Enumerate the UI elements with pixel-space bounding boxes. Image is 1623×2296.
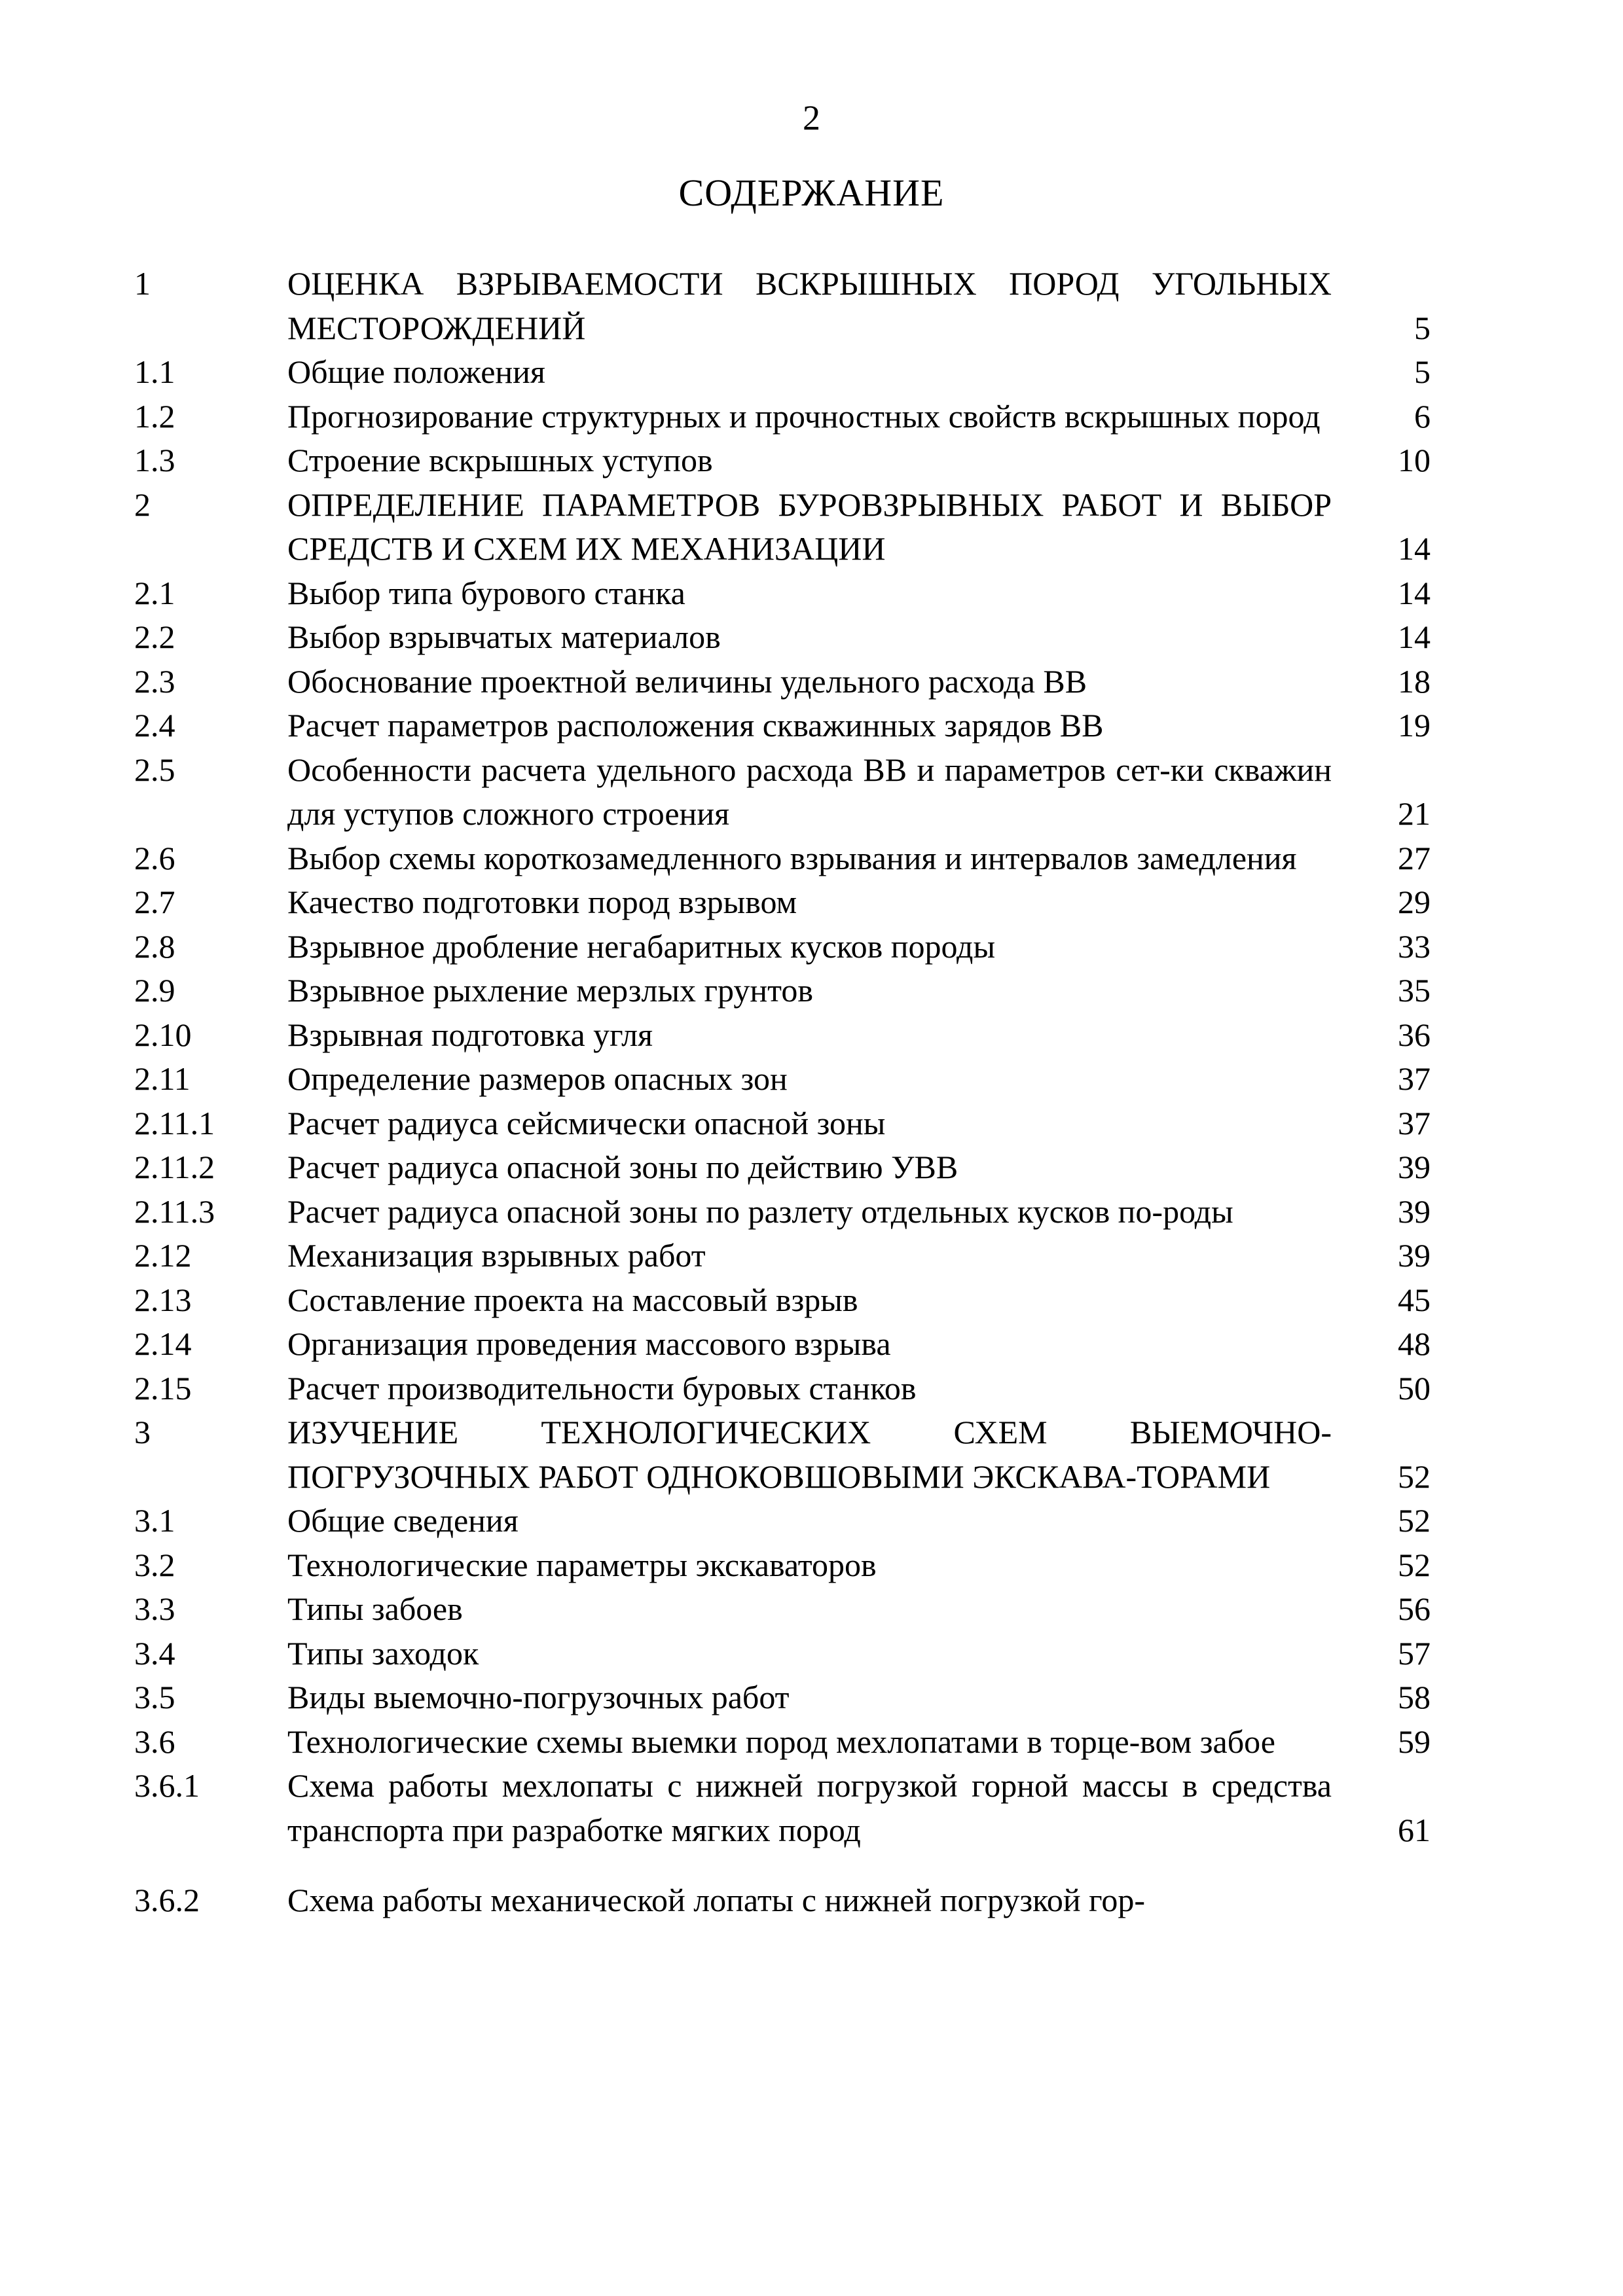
toc-entry-page: 52 [1398,1546,1431,1583]
toc-entry-number: 2.3 [134,662,175,700]
toc-entry-page: 21 [1398,795,1431,832]
toc-entry-number: 3 [134,1414,151,1450]
toc-entry-number: 2.11.3 [134,1193,215,1230]
toc-entry-3-1 [134,1499,1431,1543]
toc-entry-title: Расчет производительности буровых станков [287,1369,917,1407]
toc-entry-page: 14 [1398,619,1431,655]
toc-entry-2-2 [134,615,1431,660]
toc-entry-1-3 [134,439,1431,483]
toc-entry-page: 36 [1398,1016,1431,1053]
toc-entry-title: Взрывная подготовка угля [287,1016,653,1053]
toc-entry-title: ОПРЕДЕЛЕНИЕ ПАРАМЕТРОВ БУРОВЗРЫВНЫХ РАБОТ И ВЫБОР СРЕДСТВ И СХЕМ ИХ МЕХАНИЗАЦИИ [287,486,1332,567]
toc-entry-page: 5 [1414,309,1431,346]
toc-entry-title: Расчет параметров расположения скважинных зарядов ВВ [287,707,1104,744]
toc-entry-title: Расчет радиуса опасной зоны по разлету отдельных кусков по-роды [287,1193,1233,1230]
toc-entry-title: Определение размеров опасных зон [287,1060,788,1097]
toc-entry-2-13 [134,1278,1431,1323]
toc-entry-title: Технологические схемы выемки пород мехлопатами в торце-вом забое [287,1723,1275,1760]
toc-entry-2-4 [134,704,1431,748]
toc-entry-title: Выбор схемы короткозамедленного взрывания и интервалов замедления [287,839,1297,876]
toc-entry-number: 2.1 [134,574,175,611]
toc-entry-3-5 [134,1676,1431,1720]
toc-entry-page: 35 [1398,972,1431,1009]
toc-entry-1-1 [134,350,1431,395]
toc-entry-page: 10 [1398,442,1431,478]
toc-entry-page: 57 [1398,1634,1431,1672]
toc-entry-page: 5 [1414,353,1431,390]
toc-entry-number: 2.4 [134,707,175,744]
toc-entry-3-6-2 [134,1878,1431,1923]
toc-entry-page: 56 [1398,1590,1431,1627]
toc-entry-number: 2.11.2 [134,1149,215,1185]
toc-entry-number: 2.2 [134,619,175,655]
toc-entry-2-15 [134,1367,1431,1411]
toc-heading: СОДЕРЖАНИЕ [678,171,945,214]
toc-entry-page: 37 [1398,1060,1431,1097]
toc-entry-number: 2.13 [134,1281,192,1318]
toc-entry-title: Схема работы механической лопаты с нижней погрузкой гор- [287,1882,1146,1918]
toc-entry-2-11 [134,1057,1431,1102]
toc-entry-2-11-1 [134,1102,1431,1146]
toc-entry-3 [134,1410,1431,1499]
toc-entry-1 [134,262,1431,350]
toc-entry-title: Прогнозирование структурных и прочностных свойств вскрышных пород [287,397,1321,435]
toc-entry-2-12 [134,1234,1431,1278]
toc-entry-page: 48 [1398,1325,1431,1362]
toc-entry-page: 14 [1398,530,1431,567]
toc-entry-title: Составление проекта на массовый взрыв [287,1281,858,1318]
toc-entry-number: 3.6 [134,1723,175,1760]
toc-entry-1-2 [134,395,1431,439]
toc-entry-number: 3.1 [134,1502,175,1539]
toc-entry-2-9 [134,969,1431,1013]
toc-entry-number: 1.3 [134,442,175,478]
toc-entry-2-11-3 [134,1190,1431,1234]
toc-entry-number: 2.5 [134,751,175,788]
toc-entry-2-14 [134,1322,1431,1367]
toc-entry-3-2 [134,1543,1431,1588]
toc-entry-title: Качество подготовки пород взрывом [287,884,797,920]
toc-entry-number: 3.6.2 [134,1882,200,1918]
toc-entry-title: ИЗУЧЕНИЕ ТЕХНОЛОГИЧЕСКИХ СХЕМ ВЫЕМОЧНО-ПОГРУЗОЧНЫХ РАБОТ ОДНОКОВШОВЫМИ ЭКСКАВА-ТОРАМИ [287,1414,1332,1495]
toc-entry-title: Технологические параметры экскаваторов [287,1546,877,1583]
toc-entry-title: Типы заходок [287,1634,479,1672]
toc-entry-title: Особенности расчета удельного расхода ВВ и параметров сет-ки скважин для уступов сложного строения [287,751,1332,832]
toc-entry-page: 37 [1398,1104,1431,1141]
toc-entry-number: 2.6 [134,839,175,876]
toc-entry-number: 1.1 [134,353,175,390]
toc-entry-page: 39 [1398,1237,1431,1274]
toc-entry-page: 39 [1398,1149,1431,1185]
toc-entry-2 [134,483,1431,571]
toc-entry-number: 2 [134,486,151,523]
toc-entry-page: 52 [1398,1502,1431,1539]
toc-entry-number: 2.8 [134,927,175,965]
toc-entry-2-8 [134,925,1431,969]
toc-entry-number: 3.6.1 [134,1767,200,1804]
toc-entry-title: Общие сведения [287,1502,519,1539]
toc-entry-2-7 [134,880,1431,925]
toc-entry-page: 6 [1414,397,1431,435]
toc-entry-title: Схема работы мехлопаты с нижней погрузкой горной массы в средства транспорта при разработке мягких пород [287,1767,1332,1848]
toc-entry-title: Выбор типа бурового станка [287,574,685,611]
toc-entry-title: Типы забоев [287,1590,463,1627]
toc-entry-page: 52 [1398,1458,1431,1495]
toc-entry-page: 29 [1398,884,1431,920]
toc-entry-2-3 [134,660,1431,704]
toc-entry-number: 3.2 [134,1546,175,1583]
toc-entry-number: 3.3 [134,1590,175,1627]
toc-entry-2-6 [134,836,1431,881]
toc-entry-number: 1 [134,265,151,302]
toc-entry-2-1 [134,571,1431,616]
toc-entry-3-4 [134,1632,1431,1676]
toc-entry-title: Строение вскрышных уступов [287,442,713,478]
toc-entry-title: Организация проведения массового взрыва [287,1325,891,1362]
toc-entry-page: 45 [1398,1281,1431,1318]
toc-entry-page: 61 [1398,1811,1431,1848]
toc-entry-title: Взрывное дробление негабаритных кусков породы [287,927,996,965]
toc-entry-number: 2.12 [134,1237,192,1274]
toc-entry-number: 2.10 [134,1016,192,1053]
toc-entry-2-11-2 [134,1145,1431,1190]
toc-entry-number: 2.9 [134,972,175,1009]
toc-entry-page: 19 [1398,707,1431,744]
toc-entry-title: Виды выемочно-погрузочных работ [287,1679,790,1715]
toc-entry-2-10 [134,1013,1431,1058]
toc-entry-number: 2.11.1 [134,1104,215,1141]
toc-entry-page: 58 [1398,1679,1431,1715]
toc-entry-number: 1.2 [134,397,175,435]
toc-entry-title: Расчет радиуса сейсмически опасной зоны [287,1104,886,1141]
toc-entry-page: 59 [1398,1723,1431,1760]
toc-entry-page: 18 [1398,662,1431,700]
toc-entry-number: 3.5 [134,1679,175,1715]
toc-entry-3-6 [134,1720,1431,1765]
toc-entry-title: Обоснование проектной величины удельного расхода ВВ [287,662,1087,700]
toc-entry-number: 2.14 [134,1325,192,1362]
toc-entry-number: 2.11 [134,1060,191,1097]
toc-entry-page: 14 [1398,574,1431,611]
toc-entry-number: 2.15 [134,1369,192,1407]
toc-entry-page: 50 [1398,1369,1431,1407]
toc-entry-3-6-1 [134,1764,1431,1852]
toc-entry-title: ОЦЕНКА ВЗРЫВАЕМОСТИ ВСКРЫШНЫХ ПОРОД УГОЛЬНЫХ МЕСТОРОЖДЕНИЙ [287,265,1332,346]
toc-entry-title: Взрывное рыхление мерзлых грунтов [287,972,813,1009]
toc-entry-number: 3.4 [134,1634,175,1672]
toc-entry-page: 39 [1398,1193,1431,1230]
toc-entry-page: 27 [1398,839,1431,876]
toc-entry-title: Механизация взрывных работ [287,1237,706,1274]
page-number: 2 [803,98,820,137]
table-of-contents [134,262,1431,1923]
toc-entry-3-3 [134,1587,1431,1632]
toc-entry-2-5 [134,748,1431,836]
toc-entry-number: 2.7 [134,884,175,920]
toc-entry-page: 33 [1398,927,1431,965]
toc-entry-title: Общие положения [287,353,545,390]
toc-entry-title: Расчет радиуса опасной зоны по действию УВВ [287,1149,958,1185]
toc-entry-title: Выбор взрывчатых материалов [287,619,721,655]
